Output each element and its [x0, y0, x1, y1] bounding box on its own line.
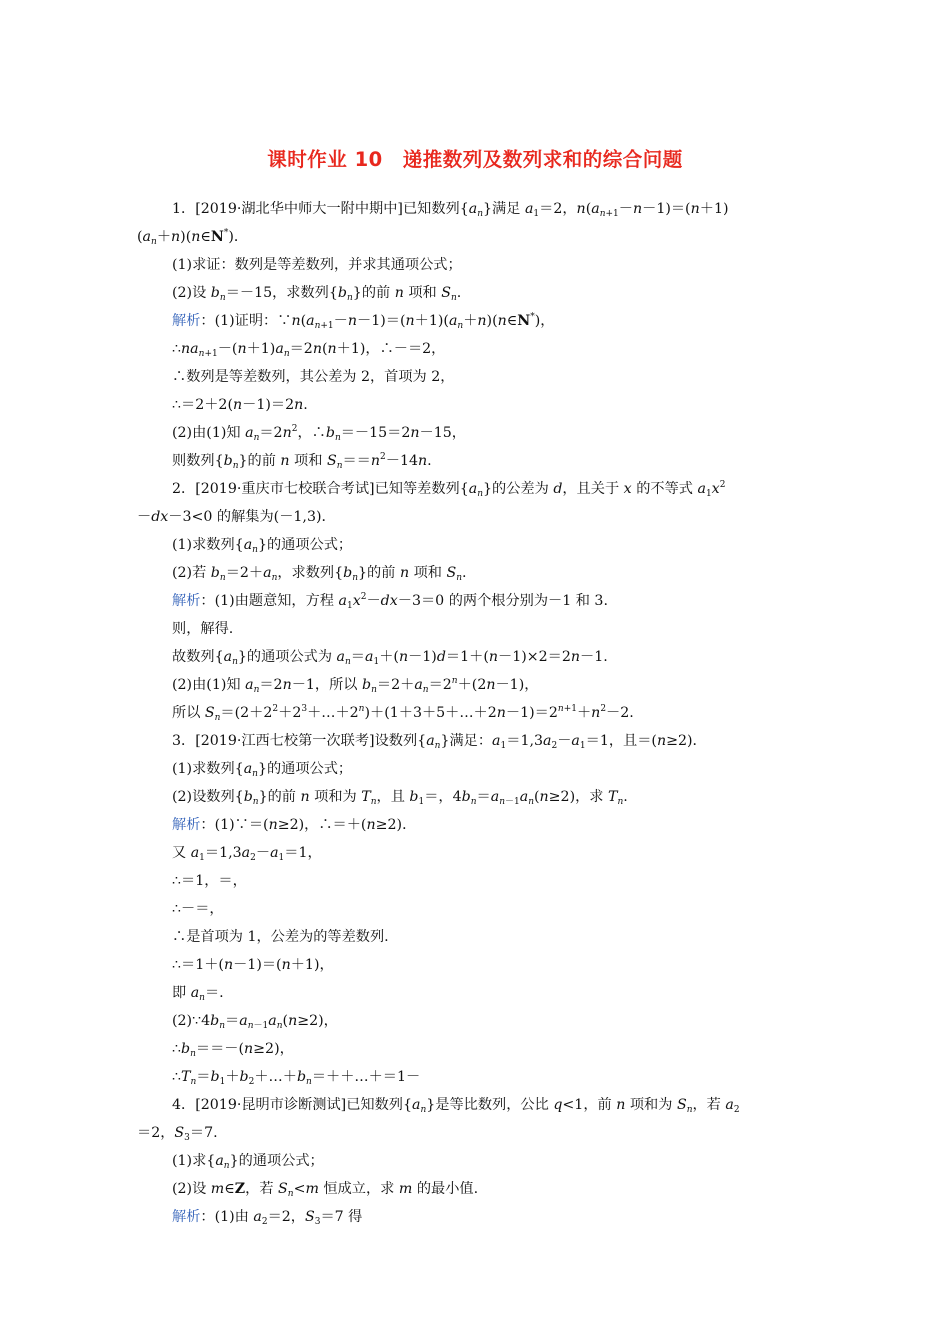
problem-3-solution-7: 即 $a_n=$.	[172, 985, 224, 1003]
problem-3-part-2: (2)设数列$\{b_n\}$的前 n 项和为 $T_n$，且 $b_1=$，$4b_n=a_{n-1}a_n(n\ge 2)$，求 $T_n$.	[172, 789, 628, 807]
problem-1-solution-1: 解析：(1)证明：$\because n(a_{n+1}-n-1)=(n+1)(a_n+n)(n\in N^*)$，	[172, 312, 555, 331]
problem-3-solution-4: ∴－＝，	[172, 901, 224, 917]
problem-2-solution-3: 故数列$\{a_n\}$的通项公式为 $a_n=a_1+(n-1)d=1+(n-1)\times 2=2n-1$.	[172, 649, 608, 667]
problem-2-solution-1: 解析：(1)由题意知，方程 $a_1x^2-dx-3=0$ 的两个根分别为－1 和 3.	[172, 592, 608, 611]
problem-3-solution-5: ∴是首项为 1，公差为的等差数列.	[172, 929, 389, 945]
problem-1-solution-6: 则数列$\{b_n\}$的前 n 项和 $S_n==n^2-14n$.	[172, 452, 432, 471]
problem-1-solution-2: $\therefore na_{n+1}-(n+1)a_n=2n(n+1)$，∴－＝2，	[172, 341, 446, 359]
problem-4-solution-1: 解析：(1)由 $a_2=2$，$S_3=7$ 得	[172, 1209, 363, 1227]
problem-3-solution-10: $\therefore T_n=b_1+b_2+\dots+b_n=++\dots+=1-$	[172, 1069, 421, 1087]
problem-4-part-2: (2)设 m∈Z，若 $S_n<m$ 恒成立，求 m 的最小值.	[172, 1181, 479, 1199]
problem-3-solution-8: $(2)\because 4b_n=a_{n-1}a_n(n\ge 2)$，	[172, 1013, 338, 1031]
problem-4-stem-line2: ＝2，$S_3=7$.	[137, 1125, 218, 1143]
problem-2-part-2: (2)若 $b_n=2+a_n$，求数列$\{b_n\}$的前 n 项和 $S_n$.	[172, 565, 467, 583]
page-title: 课时作业 10 递推数列及数列求和的综合问题	[267, 148, 683, 171]
problem-1-stem-line1: 1．[2019·湖北华中师大一附中期中]已知数列$\{a_n\}$满足 $a_1=2$，$n(a_{n+1}-n-1)=(n+1)$	[172, 201, 729, 219]
problem-2-part-1: (1)求数列$\{a_n\}$的通项公式；	[172, 537, 353, 555]
problem-1-part-2: (2)设 $b_n=-15$，求数列$\{b_n\}$的前 n 项和 $S_n$.	[172, 285, 462, 303]
problem-2-solution-5: 所以 $S_n=(2+2^2+2^3+\dots+2^n)+(1+3+5+\dots+2n-1)=2^{n+1}+n^2-2$.	[172, 704, 634, 723]
problem-3-solution-3: ∴＝1，＝，	[172, 873, 247, 889]
problem-1-solution-3: ∴数列是等差数列，其公差为 2，首项为 2，	[172, 369, 455, 385]
problem-3-solution-2: 又 $a_1=1,3a_2-a_1=1$，	[172, 845, 322, 863]
problem-1-part-1: (1)求证：数列是等差数列，并求其通项公式；	[172, 257, 462, 273]
problem-1-solution-4: ∴＝2＋2(n－1)＝2n.	[172, 397, 308, 413]
analysis-label: 解析	[172, 1209, 201, 1225]
analysis-label: 解析	[172, 313, 201, 329]
problem-4-part-1: (1)求$\{a_n\}$的通项公式；	[172, 1153, 324, 1171]
problem-3-part-1: (1)求数列$\{a_n\}$的通项公式；	[172, 761, 353, 779]
problem-2-solution-4: (2)由(1)知 $a_n=2n-1$，所以 $b_n=2+a_n=2^n+(2n-1)$，	[172, 676, 539, 695]
problem-3-solution-1: 解析：(1)∵＝(n≥2)，∴＝＋(n≥2)．	[172, 817, 417, 833]
problem-2-stem-line2: －dx－3<0 的解集为(－1,3)．	[137, 509, 336, 525]
problem-1-solution-5: (2)由(1)知 $a_n=2n^2$，$\therefore b_n=-15=2n-15$，	[172, 424, 466, 443]
problem-4-stem-line1: 4．[2019·昆明市诊断测试]已知数列$\{a_n\}$是等比数列，公比 q<1，前 n 项和为 $S_n$，若 $a_2$	[172, 1097, 740, 1115]
analysis-label: 解析	[172, 593, 201, 609]
problem-1-stem-line2: $(a_n+n)(n\in N^*)$．	[137, 228, 249, 247]
problem-3-solution-9: $\therefore b_n==-(n\ge 2)$，	[172, 1041, 294, 1059]
problem-3-solution-6: ∴＝1＋(n－1)＝(n＋1)，	[172, 957, 334, 973]
problem-2-stem-line1: 2．[2019·重庆市七校联合考试]已知等差数列$\{a_n\}$的公差为 d，且关于 x 的不等式 $a_1x^2$	[172, 480, 726, 499]
analysis-label: 解析	[172, 817, 201, 833]
problem-2-solution-2: 则，解得.	[172, 621, 234, 637]
problem-3-stem-line1: 3．[2019·江西七校第一次联考]设数列$\{a_n\}$满足：$a_1=1,3a_2-a_1=1$，且＝(n≥2)．	[172, 733, 707, 751]
